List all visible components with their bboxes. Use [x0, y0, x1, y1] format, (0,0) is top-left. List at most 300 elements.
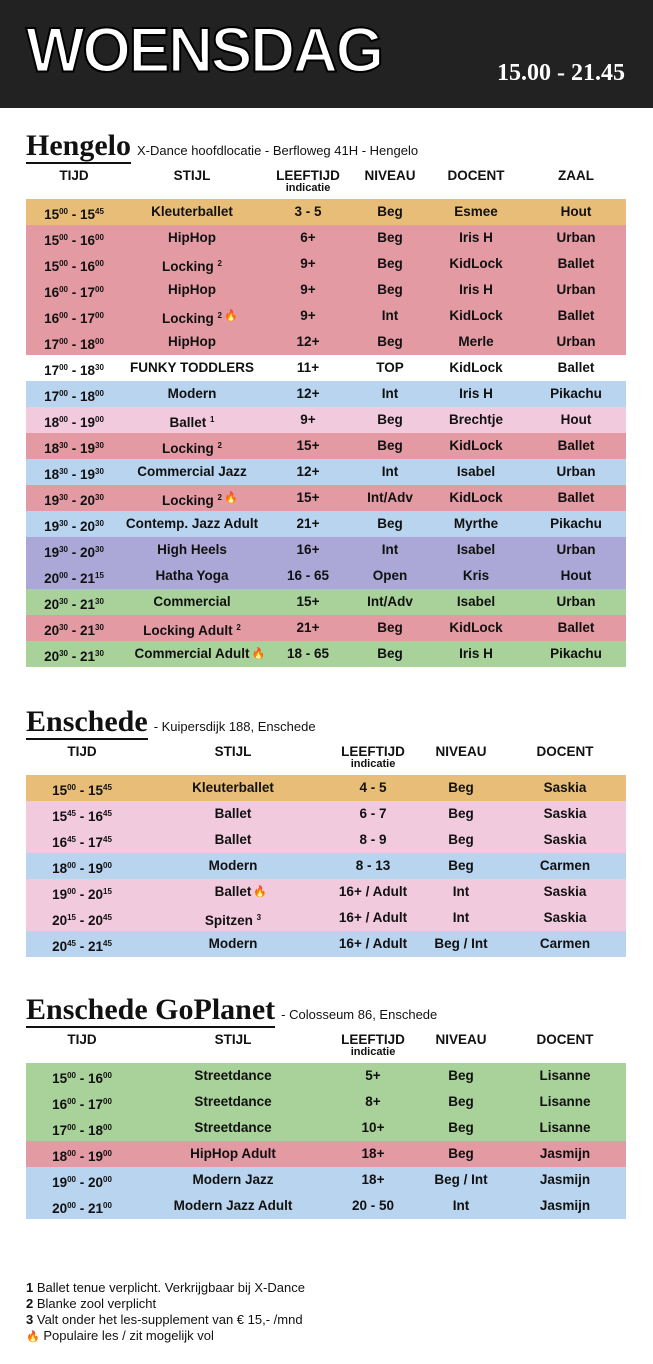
level-cell: Beg [448, 832, 474, 847]
age-cell: 16+ [296, 542, 320, 557]
footnote-ref: 1 [210, 415, 215, 424]
time-minutes: 30 [59, 649, 68, 658]
time-cell: $15^{00} - 16^{00}$ [52, 1071, 112, 1086]
age-cell: 20 - 50 [351, 1198, 395, 1213]
time-minutes: 00 [67, 783, 76, 792]
footnote-line [26, 1328, 305, 1345]
time-cell: $17^{00} - 18^{00}$ [44, 389, 104, 404]
teacher-cell: Iris H [459, 282, 493, 297]
table-row [26, 827, 626, 853]
room-cell: Pikachu [550, 516, 602, 531]
footnote-line [26, 1280, 305, 1296]
time-cell: $18^{00} - 19^{00}$ [52, 861, 112, 876]
time-minutes: 00 [67, 1201, 76, 1210]
age-cell: 16+ / Adult [338, 884, 408, 899]
footnotes [26, 1280, 305, 1345]
location-title [26, 706, 626, 740]
age-cell: 6+ [300, 230, 316, 245]
fire-icon: 🔥 [223, 492, 238, 504]
time-minutes: 15 [95, 571, 104, 580]
style-cell: Hatha Yoga [155, 568, 229, 583]
time-minutes: 30 [59, 597, 68, 606]
table-row [26, 853, 626, 879]
teacher-cell: Jasmijn [539, 1146, 591, 1161]
table-row [26, 615, 626, 641]
col-leeftijd [328, 1032, 418, 1058]
teacher-cell: Lisanne [539, 1094, 591, 1109]
teacher-cell: KidLock [449, 360, 503, 375]
time-cell: $20^{30} - 21^{30}$ [44, 623, 104, 638]
table-row [26, 251, 626, 277]
location-name: Enschede [26, 705, 148, 738]
level-cell: Int [381, 464, 399, 479]
time-minutes: 30 [59, 519, 68, 528]
schedule-table [26, 1063, 626, 1219]
room-cell: Ballet [557, 360, 595, 375]
time-minutes: 00 [67, 1149, 76, 1158]
table-row [26, 459, 626, 485]
style-cell: Modern Jazz [192, 1172, 274, 1187]
teacher-cell: Saskia [543, 884, 587, 899]
teacher-cell: Carmen [539, 936, 591, 951]
age-cell: 15+ [296, 594, 320, 609]
teacher-cell: KidLock [449, 308, 503, 323]
goplanet-section [26, 993, 626, 1216]
teacher-cell: Iris H [459, 646, 493, 661]
table-row [26, 303, 626, 329]
time-cell: $16^{45} - 17^{45}$ [52, 835, 112, 850]
time-minutes: 00 [103, 1175, 112, 1184]
age-cell: 8+ [365, 1094, 381, 1109]
time-minutes: 00 [59, 311, 68, 320]
level-cell: Open [372, 568, 408, 583]
level-cell: Beg [448, 1146, 474, 1161]
location-address: - Colosseum 86, Enschede [281, 1007, 438, 1022]
table-row [26, 1063, 626, 1089]
table-row [26, 1141, 626, 1167]
teacher-cell: Saskia [543, 910, 587, 925]
teacher-cell: Isabel [456, 542, 496, 557]
time-minutes: 15 [103, 887, 112, 896]
location-name: Enschede GoPlanet [26, 993, 276, 1026]
teacher-cell: Saskia [543, 780, 587, 795]
style-cell: Streetdance [194, 1120, 272, 1135]
teacher-cell: Myrthe [453, 516, 499, 531]
teacher-cell: Iris H [459, 386, 493, 401]
time-cell: $17^{00} - 18^{00}$ [44, 337, 104, 352]
age-cell: 9+ [300, 308, 316, 323]
table-row [26, 1115, 626, 1141]
age-cell: 16+ / Adult [338, 910, 408, 925]
teacher-cell: Brechtje [448, 412, 504, 427]
col-leeftijd-sub: indicatie [350, 757, 396, 770]
age-cell: 6 - 7 [359, 806, 387, 821]
age-cell: 18 - 65 [286, 646, 330, 661]
time-minutes: 45 [103, 913, 112, 922]
time-minutes: 00 [103, 1201, 112, 1210]
fire-icon: 🔥 [253, 886, 268, 898]
location-name: Hengelo [26, 129, 131, 162]
time-cell: $20^{00} - 21^{15}$ [44, 571, 104, 586]
table-row [26, 355, 626, 381]
age-cell: 5+ [365, 1068, 381, 1083]
style-cell: Locking $^2$ [162, 259, 222, 274]
time-cell: $17^{00} - 18^{00}$ [52, 1123, 112, 1138]
age-cell: 21+ [296, 620, 320, 635]
teacher-cell: Saskia [543, 806, 587, 821]
table-header [26, 1028, 626, 1066]
time-minutes: 00 [95, 337, 104, 346]
time-minutes: 00 [95, 389, 104, 398]
level-cell: Beg [377, 204, 403, 219]
teacher-cell: KidLock [449, 438, 503, 453]
col-niveau: NIVEAU [435, 743, 487, 759]
age-cell: 18+ [361, 1172, 385, 1187]
room-cell: Pikachu [550, 646, 602, 661]
col-stijl: STIJL [214, 743, 252, 759]
style-cell: Spitzen $^3$ [204, 913, 262, 928]
level-cell: Beg [448, 1068, 474, 1083]
teacher-cell: KidLock [449, 490, 503, 505]
schedule-table [26, 775, 626, 957]
level-cell: Beg [377, 646, 403, 661]
level-cell: Beg [377, 282, 403, 297]
col-leeftijd-sub: indicatie [285, 181, 331, 194]
footnote-text: Ballet tenue verplicht. Verkrijgbaar bij X-Dance [36, 1280, 305, 1295]
age-cell: 4 - 5 [359, 780, 387, 795]
time-minutes: 45 [103, 939, 112, 948]
time-minutes: 00 [59, 571, 68, 580]
room-cell: Urban [556, 230, 596, 245]
time-minutes: 45 [103, 809, 112, 818]
style-cell: Locking Adult $^2$ [143, 623, 241, 638]
table-row [26, 537, 626, 563]
age-cell: 15+ [296, 438, 320, 453]
location-address: - Kuipersdijk 188, Enschede [153, 719, 316, 734]
time-cell: $15^{00} - 15^{45}$ [44, 207, 104, 222]
time-cell: $16^{00} - 17^{00}$ [52, 1097, 112, 1112]
age-cell: 9+ [300, 256, 316, 271]
room-cell: Hout [560, 204, 592, 219]
style-cell: Commercial [153, 594, 231, 609]
col-docent: DOCENT [447, 167, 505, 183]
time-minutes: 30 [59, 545, 68, 554]
table-row [26, 381, 626, 407]
col-tijd: TIJD [67, 743, 97, 759]
footnote-ref: 2 [217, 259, 222, 268]
time-minutes: 00 [103, 1071, 112, 1080]
table-row [26, 433, 626, 459]
level-cell: Beg [448, 1120, 474, 1135]
room-cell: Hout [560, 568, 592, 583]
footnote-line [26, 1312, 305, 1328]
age-cell: 21+ [296, 516, 320, 531]
time-minutes: 00 [103, 1123, 112, 1132]
level-cell: Beg [377, 256, 403, 271]
time-minutes: 30 [95, 545, 104, 554]
col-leeftijd [328, 744, 418, 770]
age-cell: 15+ [296, 490, 320, 505]
fire-icon: 🔥 [251, 648, 266, 660]
level-cell: Beg [377, 620, 403, 635]
time-minutes: 00 [59, 415, 68, 424]
time-minutes: 00 [59, 337, 68, 346]
teacher-cell: Lisanne [539, 1120, 591, 1135]
time-cell: $20^{15} - 20^{45}$ [52, 913, 112, 928]
table-row [26, 589, 626, 615]
room-cell: Ballet [557, 438, 595, 453]
age-cell: 8 - 13 [355, 858, 391, 873]
time-cell: $15^{45} - 16^{45}$ [52, 809, 112, 824]
room-cell: Ballet [557, 490, 595, 505]
footnote-ref: 2 [217, 311, 222, 320]
time-minutes: 30 [95, 649, 104, 658]
level-cell: Int [381, 386, 399, 401]
location-title [26, 130, 626, 164]
time-minutes: 45 [95, 207, 104, 216]
time-minutes: 00 [103, 1149, 112, 1158]
level-cell: Int [381, 542, 399, 557]
schedule-table [26, 199, 626, 667]
col-tijd: TIJD [67, 1031, 97, 1047]
time-minutes: 30 [95, 493, 104, 502]
style-cell: Contemp. Jazz Adult [125, 516, 259, 531]
teacher-cell: Isabel [456, 594, 496, 609]
style-cell: Locking $^2$ [162, 441, 222, 456]
fire-icon: 🔥 [223, 310, 238, 322]
time-cell: $20^{45} - 21^{45}$ [52, 939, 112, 954]
time-minutes: 00 [103, 1097, 112, 1106]
age-cell: 10+ [361, 1120, 385, 1135]
time-cell: $19^{00} - 20^{15}$ [52, 887, 112, 902]
style-cell: High Heels [157, 542, 227, 557]
table-row [26, 485, 626, 511]
level-cell: Int [452, 910, 470, 925]
col-leeftijd-label: LEEFTIJD [276, 167, 340, 183]
level-cell: Beg [448, 780, 474, 795]
style-cell: Kleuterballet [151, 204, 233, 219]
style-cell: HipHop [168, 230, 216, 245]
age-cell: 12+ [296, 334, 320, 349]
time-minutes: 30 [95, 519, 104, 528]
style-cell: HipHop [168, 334, 216, 349]
col-leeftijd [262, 168, 354, 194]
style-cell: Ballet 🔥 [138, 879, 328, 905]
time-cell: $18^{00} - 19^{00}$ [52, 1149, 112, 1164]
teacher-cell: Merle [458, 334, 494, 349]
table-row [26, 801, 626, 827]
opening-hours: 15.00 - 21.45 [497, 60, 625, 86]
style-cell: Locking $^2$ 🔥 [122, 485, 262, 514]
level-cell: Beg [377, 230, 403, 245]
age-cell: 12+ [296, 386, 320, 401]
level-cell: Beg [377, 334, 403, 349]
time-minutes: 00 [67, 861, 76, 870]
col-docent: DOCENT [536, 1031, 594, 1047]
teacher-cell: Jasmijn [539, 1172, 591, 1187]
level-cell: Int/Adv [367, 490, 413, 505]
hengelo-section [26, 129, 626, 664]
style-cell: HipHop Adult [190, 1146, 276, 1161]
table-row [26, 511, 626, 537]
footnote-ref: 2 [217, 493, 222, 502]
time-cell: $19^{00} - 20^{00}$ [52, 1175, 112, 1190]
time-minutes: 30 [59, 441, 68, 450]
time-minutes: 00 [59, 363, 68, 372]
table-row [26, 329, 626, 355]
col-leeftijd-label: LEEFTIJD [341, 743, 405, 759]
table-row [26, 931, 626, 957]
time-minutes: 30 [59, 493, 68, 502]
teacher-cell: Esmee [454, 204, 498, 219]
age-cell: 12+ [296, 464, 320, 479]
style-cell: Modern Jazz Adult [173, 1198, 293, 1213]
time-minutes: 00 [67, 1123, 76, 1132]
time-minutes: 30 [95, 441, 104, 450]
style-cell: Ballet [214, 806, 252, 821]
level-cell: Beg / Int [434, 936, 488, 951]
time-cell: $19^{30} - 20^{30}$ [44, 493, 104, 508]
footnote-number: 2 [26, 1296, 34, 1311]
age-cell: 8 - 9 [359, 832, 387, 847]
time-minutes: 45 [67, 939, 76, 948]
level-cell: Beg [377, 412, 403, 427]
time-minutes: 45 [103, 783, 112, 792]
time-minutes: 30 [95, 623, 104, 632]
teacher-cell: Saskia [543, 832, 587, 847]
time-minutes: 00 [95, 285, 104, 294]
time-cell: $15^{00} - 16^{00}$ [44, 233, 104, 248]
footnote-ref: 2 [217, 441, 222, 450]
col-niveau: NIVEAU [364, 167, 416, 183]
time-cell: $16^{00} - 17^{00}$ [44, 285, 104, 300]
time-minutes: 00 [59, 233, 68, 242]
col-tijd: TIJD [59, 167, 89, 183]
room-cell: Urban [556, 282, 596, 297]
time-minutes: 00 [67, 1071, 76, 1080]
style-cell: Commercial Adult 🔥 [122, 641, 262, 667]
time-minutes: 00 [59, 285, 68, 294]
footnote-ref: 3 [256, 913, 262, 922]
table-row [26, 277, 626, 303]
footnote-text: Populaire les / zit mogelijk vol [43, 1328, 214, 1343]
time-minutes: 30 [95, 597, 104, 606]
style-cell: Ballet [214, 832, 252, 847]
style-cell: Commercial Jazz [137, 464, 247, 479]
time-cell: $20^{00} - 21^{00}$ [52, 1201, 112, 1216]
time-minutes: 00 [59, 207, 68, 216]
time-cell: $19^{30} - 20^{30}$ [44, 545, 104, 560]
time-minutes: 00 [95, 233, 104, 242]
age-cell: 11+ [296, 360, 320, 375]
style-cell: Streetdance [194, 1094, 272, 1109]
room-cell: Ballet [557, 256, 595, 271]
teacher-cell: KidLock [449, 256, 503, 271]
time-minutes: 00 [95, 311, 104, 320]
age-cell: 16+ / Adult [338, 936, 408, 951]
style-cell: Streetdance [194, 1068, 272, 1083]
room-cell: Urban [556, 334, 596, 349]
table-row [26, 407, 626, 433]
level-cell: Beg [448, 1094, 474, 1109]
time-cell: $15^{00} - 16^{00}$ [44, 259, 104, 274]
table-row [26, 225, 626, 251]
col-niveau: NIVEAU [435, 1031, 487, 1047]
footnote-number: 1 [26, 1280, 34, 1295]
teacher-cell: Lisanne [539, 1068, 591, 1083]
room-cell: Urban [556, 542, 596, 557]
page-title: WOENSDAG [26, 15, 382, 86]
time-minutes: 00 [67, 1097, 76, 1106]
time-minutes: 30 [59, 623, 68, 632]
level-cell: TOP [376, 360, 404, 375]
room-cell: Pikachu [550, 386, 602, 401]
time-minutes: 00 [67, 887, 76, 896]
table-header [26, 740, 626, 778]
level-cell: Beg [377, 438, 403, 453]
col-stijl: STIJL [214, 1031, 252, 1047]
table-row [26, 641, 626, 667]
time-minutes: 45 [67, 835, 76, 844]
table-row [26, 1167, 626, 1193]
room-cell: Urban [556, 464, 596, 479]
time-minutes: 15 [67, 913, 76, 922]
age-cell: 3 - 5 [294, 204, 322, 219]
time-minutes: 45 [103, 835, 112, 844]
time-cell: $19^{30} - 20^{30}$ [44, 519, 104, 534]
col-leeftijd-sub: indicatie [350, 1045, 396, 1058]
footnote-line [26, 1296, 305, 1312]
teacher-cell: Carmen [539, 858, 591, 873]
enschede-section [26, 705, 626, 954]
style-cell: FUNKY TODDLERS [129, 360, 254, 375]
time-minutes: 30 [95, 363, 104, 372]
style-cell: HipHop [168, 282, 216, 297]
header-bar [0, 0, 653, 108]
level-cell: Int/Adv [367, 594, 413, 609]
level-cell: Int [452, 884, 470, 899]
time-cell: $20^{30} - 21^{30}$ [44, 597, 104, 612]
time-minutes: 00 [59, 389, 68, 398]
col-stijl: STIJL [173, 167, 211, 183]
time-minutes: 30 [95, 467, 104, 476]
style-cell: Modern [208, 936, 258, 951]
table-header [26, 164, 626, 202]
teacher-cell: KidLock [449, 620, 503, 635]
room-cell: Hout [560, 412, 592, 427]
col-docent: DOCENT [536, 743, 594, 759]
footnote-text: Blanke zool verplicht [36, 1296, 157, 1311]
time-cell: $15^{00} - 15^{45}$ [52, 783, 112, 798]
style-cell: Kleuterballet [192, 780, 274, 795]
table-row [26, 879, 626, 905]
time-minutes: 30 [59, 467, 68, 476]
time-minutes: 00 [59, 259, 68, 268]
table-row [26, 1089, 626, 1115]
age-cell: 18+ [361, 1146, 385, 1161]
level-cell: Int [381, 308, 399, 323]
age-cell: 16 - 65 [286, 568, 330, 583]
room-cell: Ballet [557, 620, 595, 635]
age-cell: 9+ [300, 412, 316, 427]
teacher-cell: Jasmijn [539, 1198, 591, 1213]
time-minutes: 00 [95, 415, 104, 424]
time-cell: $18^{30} - 19^{30}$ [44, 441, 104, 456]
teacher-cell: Kris [462, 568, 490, 583]
style-cell: Modern [208, 858, 258, 873]
location-address: X-Dance hoofdlocatie - Berfloweg 41H - Hengelo [137, 143, 419, 158]
location-title [26, 994, 626, 1028]
